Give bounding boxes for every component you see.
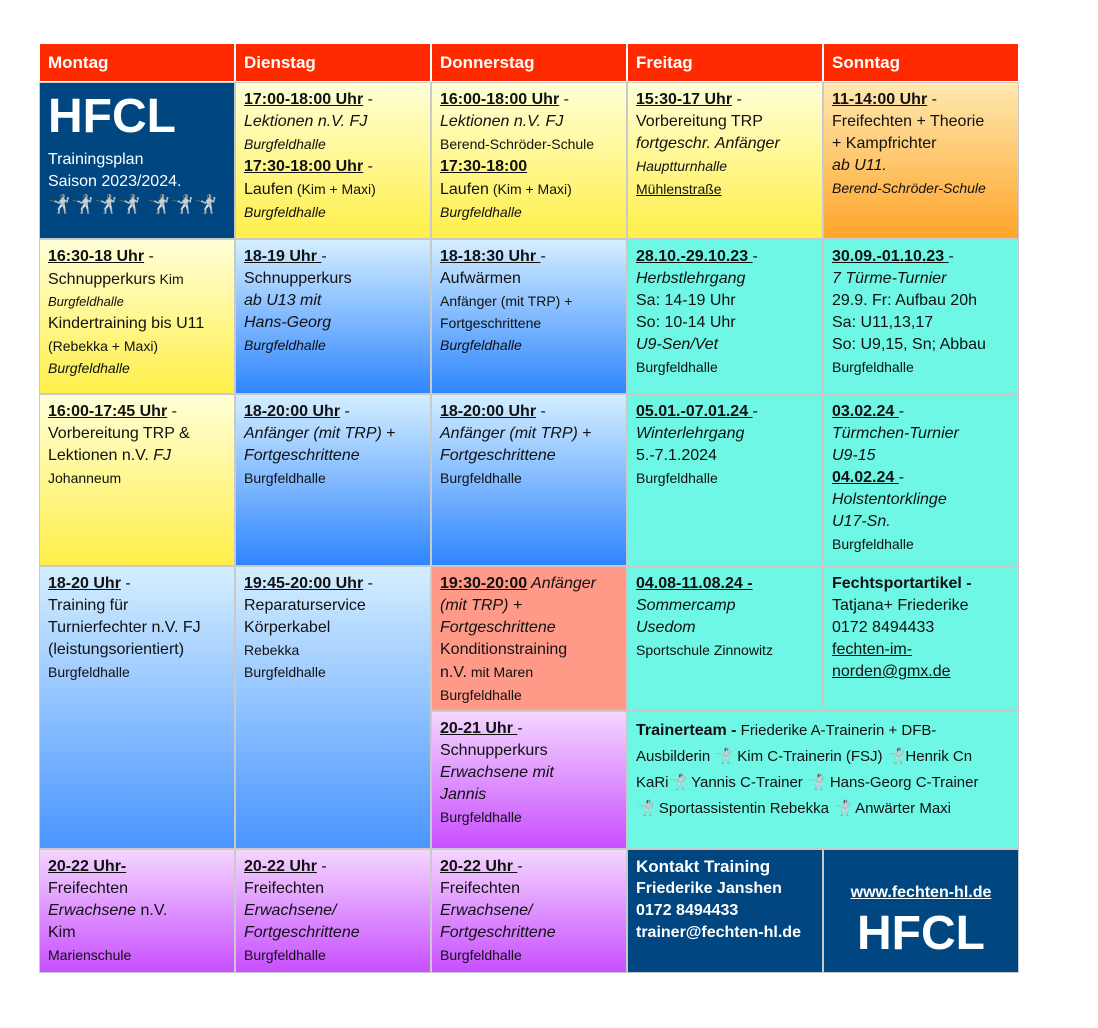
activity-label: Anfänger (mit TRP) bbox=[244, 425, 382, 442]
location-label: Burgfeldhalle bbox=[244, 947, 326, 963]
location-label: Burgfeldhalle bbox=[832, 536, 914, 552]
dash: - bbox=[321, 248, 327, 265]
activity-label: + Kampfrichter bbox=[832, 135, 937, 152]
activity-label: Fortgeschrittene bbox=[440, 447, 556, 464]
dash: - bbox=[517, 858, 523, 875]
dash: - bbox=[559, 91, 569, 108]
slot-mo-4 bbox=[39, 566, 235, 849]
dash: - bbox=[363, 158, 373, 175]
contact-email[interactable]: trainer@fechten-hl.de bbox=[636, 924, 801, 941]
event-label: 7 Türme-Turnier bbox=[832, 270, 947, 287]
website-block bbox=[823, 849, 1019, 973]
activity-label: Hans-Georg bbox=[244, 314, 332, 331]
team-member: Kim C-Trainerin (FSJ) bbox=[733, 748, 887, 765]
team-member: Yannis C-Trainer bbox=[687, 774, 807, 791]
season-label: Saison 2023/2024. bbox=[48, 173, 182, 190]
fencer-icon: 🤺 bbox=[714, 748, 734, 765]
slot-so-1 bbox=[823, 82, 1019, 239]
header-label: Dienstag bbox=[244, 53, 316, 72]
event-detail: 29.9. Fr: Aufbau 20h bbox=[832, 292, 977, 309]
location-label: Burgfeldhalle bbox=[440, 337, 522, 353]
date-label: 03.02.24 bbox=[832, 403, 899, 420]
time-label: 20-22 Uhr- bbox=[48, 858, 127, 875]
age-label: U17-Sn. bbox=[832, 513, 891, 530]
location-label: Burgfeldhalle bbox=[440, 809, 522, 825]
location-label: Johanneum bbox=[48, 470, 122, 486]
shop-email-link[interactable]: norden@gmx.de bbox=[832, 663, 951, 680]
dash: - bbox=[536, 403, 546, 420]
slot-fr-1 bbox=[627, 82, 823, 239]
team-member: Friederike A-Trainerin + DFB- bbox=[736, 722, 937, 739]
location-label: Marienschule bbox=[48, 947, 132, 963]
location-label: Burgfeldhalle bbox=[636, 359, 718, 375]
slot-mo-6 bbox=[39, 849, 235, 973]
header-label: Freitag bbox=[636, 53, 693, 72]
dash: - bbox=[732, 91, 742, 108]
time-label: 18-20:00 Uhr bbox=[244, 403, 341, 420]
activity-label: Anfänger bbox=[527, 575, 596, 592]
location-label: Burgfeldhalle bbox=[636, 470, 718, 486]
dash: - bbox=[144, 248, 154, 265]
location-label: Burgfeldhalle bbox=[440, 947, 522, 963]
activity-note: (Kim + Maxi) bbox=[292, 181, 376, 197]
team-member: Hans-Georg C-Trainer bbox=[825, 774, 979, 791]
activity-label: Laufen bbox=[244, 181, 293, 198]
dash: - bbox=[363, 91, 373, 108]
event-detail: So: U9,15, Sn; Abbau bbox=[832, 336, 986, 353]
fencer-icons: 🤺🤺🤺🤺 🤺🤺🤺 bbox=[48, 194, 218, 214]
dash: - bbox=[316, 858, 327, 875]
fencer-icon: 🤺 bbox=[886, 748, 906, 765]
date-label: 04.02.24 bbox=[832, 469, 899, 486]
location-label: Hauptturnhalle bbox=[636, 158, 728, 174]
activity-label: Fortgeschrittene bbox=[244, 924, 360, 941]
header-label: Sonntag bbox=[832, 53, 900, 72]
event-label: Türmchen-Turnier bbox=[832, 425, 959, 442]
event-detail: 5.-7.1.2024 bbox=[636, 447, 717, 464]
event-detail: So: 10-14 Uhr bbox=[636, 314, 736, 331]
location-label: Burgfeldhalle bbox=[440, 204, 522, 220]
time-label: 11-14:00 Uhr bbox=[832, 91, 928, 108]
slot-mo-3 bbox=[39, 394, 235, 566]
activity-note: mit Maren bbox=[467, 664, 534, 680]
contact-name: Friederike Janshen bbox=[636, 880, 782, 897]
slot-di-4 bbox=[235, 566, 431, 849]
slot-do-2 bbox=[431, 239, 627, 394]
activity-label: Erwachsene/ bbox=[244, 902, 337, 919]
dash: - bbox=[517, 720, 523, 737]
location-label: Berend-Schröder-Schule bbox=[832, 180, 986, 196]
activity-label: Kindertraining bis U11 bbox=[48, 315, 205, 332]
dash: - bbox=[752, 403, 758, 420]
dash: - bbox=[167, 403, 177, 420]
slot-mo-2 bbox=[39, 239, 235, 394]
fencer-icon: 🤺 bbox=[806, 774, 826, 791]
location-label: Berend-Schröder-Schule bbox=[440, 136, 595, 152]
location-label: Burgfeldhalle bbox=[244, 136, 326, 152]
activity-note: (Rebekka + Maxi) bbox=[48, 338, 159, 354]
activity-label: Erwachsene bbox=[48, 902, 137, 919]
location-label: Burgfeldhalle bbox=[832, 359, 914, 375]
activity-label: Aufwärmen bbox=[440, 270, 521, 287]
slot-fr-3 bbox=[627, 394, 823, 566]
slot-di-6 bbox=[235, 849, 431, 973]
activity-label: Training für bbox=[48, 597, 129, 614]
event-label: Winterlehrgang bbox=[636, 425, 745, 442]
activity-label: Erwachsene mit bbox=[440, 764, 554, 781]
fencer-icon: 🤺 bbox=[833, 800, 852, 817]
team-member: KaRi bbox=[636, 774, 669, 791]
date-label: 05.01.-07.01.24 bbox=[636, 403, 753, 420]
activity-label: Freifechten bbox=[244, 880, 325, 897]
activity-label: Fortgeschrittene bbox=[440, 619, 556, 636]
website-link[interactable]: www.fechten-hl.de bbox=[850, 884, 992, 901]
age-label: ab U11. bbox=[832, 157, 887, 174]
activity-label: Jannis bbox=[440, 786, 487, 803]
time-label: 20-22 Uhr bbox=[244, 858, 317, 875]
time-label: 18-19 Uhr bbox=[244, 248, 322, 265]
shop-title: Fechtsportartikel - bbox=[832, 575, 972, 592]
time-label: 18-20:00 Uhr bbox=[440, 403, 537, 420]
activity-label: Reparaturservice bbox=[244, 597, 366, 614]
activity-label: Lektionen n.V. FJ bbox=[244, 113, 368, 130]
slot-do-1 bbox=[431, 82, 627, 239]
plan-title: Trainingsplan bbox=[48, 151, 144, 168]
event-detail: Sa: U11,13,17 bbox=[832, 314, 934, 331]
event-label: Holstentorklinge bbox=[832, 491, 947, 508]
contact-block bbox=[627, 849, 823, 973]
location-label: Burgfeldhalle bbox=[244, 470, 326, 486]
date-label: 04.08-11.08.24 - bbox=[636, 575, 753, 592]
time-label: 18-18:30 Uhr bbox=[440, 248, 541, 265]
header-sonntag bbox=[823, 43, 1019, 82]
activity-label: Fortgeschrittene bbox=[244, 447, 360, 464]
time-label: 15:30-17 Uhr bbox=[636, 91, 733, 108]
location-label: Mühlenstraße bbox=[636, 181, 722, 197]
header-dienstag bbox=[235, 43, 431, 82]
dash: - bbox=[340, 403, 350, 420]
slot-do-6 bbox=[431, 849, 627, 973]
location-label: Burgfeldhalle bbox=[244, 204, 326, 220]
time-label: 20-21 Uhr bbox=[440, 720, 518, 737]
activity-note: Fortgeschrittene bbox=[440, 315, 542, 331]
time-label: 20-22 Uhr bbox=[440, 858, 518, 875]
dash: - bbox=[363, 575, 373, 592]
location-label: Burgfeldhalle bbox=[48, 294, 124, 309]
activity-label: (mit TRP) + bbox=[440, 597, 523, 614]
trainer-label: Kim bbox=[48, 924, 76, 941]
activity-label: Schnupperkurs bbox=[440, 742, 548, 759]
time-label: 16:30-18 Uhr bbox=[48, 248, 145, 265]
activity-note: n.V. bbox=[136, 902, 168, 919]
activity-label: Körperkabel bbox=[244, 619, 331, 636]
slot-so-2 bbox=[823, 239, 1019, 394]
location-label: Burgfeldhalle bbox=[48, 664, 130, 680]
slot-so-4 bbox=[823, 566, 1019, 711]
activity-note: (Kim + Maxi) bbox=[488, 181, 572, 197]
activity-label: Lektionen n.V. FJ bbox=[440, 113, 564, 130]
time-label: 16:00-17:45 Uhr bbox=[48, 403, 168, 420]
age-label: U9-15 bbox=[832, 447, 876, 464]
slot-do-3 bbox=[431, 394, 627, 566]
activity-label: ab U13 mit bbox=[244, 292, 322, 309]
trainer-label: Rebekka bbox=[244, 642, 300, 658]
shop-phone: 0172 8494433 bbox=[832, 619, 935, 636]
activity-label: (leistungsorientiert) bbox=[48, 641, 185, 658]
event-detail: Sa: 14-19 Uhr bbox=[636, 292, 736, 309]
slot-fr-2 bbox=[627, 239, 823, 394]
dash: - bbox=[540, 248, 546, 265]
location-label: Burgfeldhalle bbox=[244, 337, 326, 353]
activity-label: Fortgeschrittene bbox=[440, 924, 556, 941]
shop-contact: Tatjana+ Friederike bbox=[832, 597, 969, 614]
activity-label: Schnupperkurs bbox=[48, 271, 156, 288]
plus: + bbox=[381, 425, 396, 442]
header-label: Montag bbox=[48, 53, 109, 72]
dash: - bbox=[120, 575, 131, 592]
time-label: 16:00-18:00 Uhr bbox=[440, 91, 560, 108]
activity-label: Anfänger (mit TRP) bbox=[440, 425, 578, 442]
title-block bbox=[39, 82, 235, 239]
activity-label: Konditionstraining bbox=[440, 641, 568, 658]
activity-label: fortgeschr. Anfänger bbox=[636, 135, 780, 152]
slot-di-3 bbox=[235, 394, 431, 566]
team-member: Anwärter Maxi bbox=[851, 800, 952, 817]
schedule-grid bbox=[39, 43, 1019, 973]
time-label: 17:30-18:00 bbox=[440, 158, 528, 175]
slot-do-4 bbox=[431, 566, 627, 711]
dash: - bbox=[948, 248, 954, 265]
slot-fr-4 bbox=[627, 566, 823, 711]
activity-note: FJ bbox=[148, 447, 172, 464]
slot-do-5 bbox=[431, 711, 627, 849]
plus: + bbox=[577, 425, 592, 442]
dash: - bbox=[898, 469, 905, 486]
team-member: Henrik Cn bbox=[905, 748, 973, 765]
activity-label: Laufen bbox=[440, 181, 489, 198]
location-label: Burgfeldhalle bbox=[244, 664, 326, 680]
time-label: 19:30-20:00 bbox=[440, 575, 528, 592]
team-member: Ausbilderin bbox=[636, 748, 715, 765]
header-label: Donnerstag bbox=[440, 53, 535, 72]
dash: - bbox=[752, 248, 758, 265]
age-label: U9-Sen/Vet bbox=[636, 336, 719, 353]
activity-label: Vorbereitung TRP bbox=[636, 113, 763, 130]
activity-label: n.V. bbox=[440, 664, 467, 681]
time-label: 17:00-18:00 Uhr bbox=[244, 91, 364, 108]
location-label: Burgfeldhalle bbox=[440, 687, 522, 703]
activity-label: Schnupperkurs bbox=[244, 270, 352, 287]
event-label: Usedom bbox=[636, 619, 696, 636]
slot-di-1 bbox=[235, 82, 431, 239]
activity-label: Freifechten bbox=[440, 880, 521, 897]
activity-note: Kim bbox=[155, 271, 184, 287]
dash: - bbox=[898, 403, 905, 420]
activity-label: Erwachsene/ bbox=[440, 902, 533, 919]
time-label: 18-20 Uhr bbox=[48, 575, 121, 592]
event-label: Herbstlehrgang bbox=[636, 270, 746, 287]
location-label: Burgfeldhalle bbox=[48, 360, 130, 376]
logo-text: HFCL bbox=[857, 907, 985, 960]
trainer-team bbox=[627, 711, 1019, 849]
team-title: Trainerteam - bbox=[636, 722, 737, 739]
header-donnerstag bbox=[431, 43, 627, 82]
logo-text: HFCL bbox=[48, 90, 176, 143]
date-label: 28.10.-29.10.23 bbox=[636, 248, 753, 265]
date-label: 30.09.-01.10.23 bbox=[832, 248, 949, 265]
fencer-icon: 🤺 bbox=[668, 774, 688, 791]
contact-title: Kontakt Training bbox=[636, 857, 771, 876]
event-label: Sommercamp bbox=[636, 597, 736, 614]
header-montag bbox=[39, 43, 235, 82]
activity-label: Vorbereitung TRP & bbox=[48, 425, 190, 442]
team-member: Sportassistentin Rebekka bbox=[654, 800, 834, 817]
shop-email-link[interactable]: fechten-im- bbox=[832, 641, 913, 658]
activity-label: Lektionen n.V. bbox=[48, 447, 149, 464]
location-label: Sportschule Zinnowitz bbox=[636, 642, 773, 658]
fencer-icon: 🤺 bbox=[636, 800, 655, 817]
time-label: 19:45-20:00 Uhr bbox=[244, 575, 364, 592]
contact-phone: 0172 8494433 bbox=[636, 902, 739, 919]
header-freitag bbox=[627, 43, 823, 82]
dash: - bbox=[927, 91, 937, 108]
activity-label: Freifechten bbox=[48, 880, 129, 897]
location-label: Burgfeldhalle bbox=[440, 470, 522, 486]
activity-label: Freifechten + Theorie bbox=[832, 113, 985, 130]
slot-di-2 bbox=[235, 239, 431, 394]
slot-so-3 bbox=[823, 394, 1019, 566]
activity-note: Anfänger (mit TRP) + bbox=[440, 293, 573, 309]
activity-label: Turnierfechter n.V. FJ bbox=[48, 619, 201, 636]
time-label: 17:30-18:00 Uhr bbox=[244, 158, 364, 175]
